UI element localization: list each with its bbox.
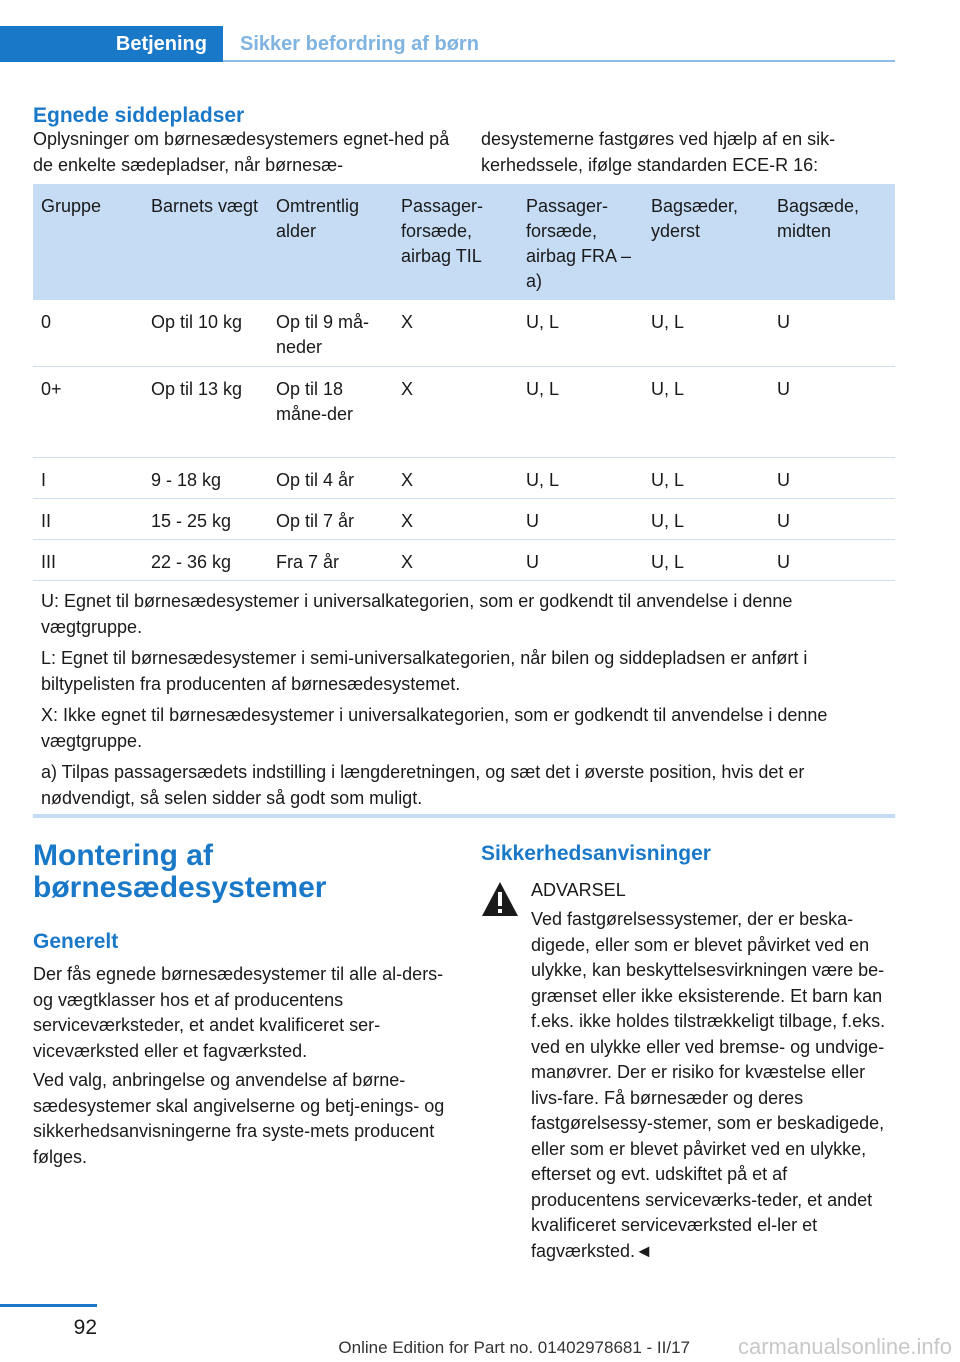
table-row — [33, 458, 895, 499]
column-header: Barnets vægt — [151, 196, 259, 216]
table-cell: U, L — [651, 511, 685, 531]
table-cell: U, L — [651, 470, 685, 490]
table-cell: I — [41, 470, 47, 490]
column-header: Bagsæder, yderst — [651, 196, 739, 241]
table-cell: X — [401, 511, 414, 531]
column-header: Omtrentlig alder — [276, 196, 360, 241]
table-cell: U — [777, 312, 790, 332]
column-header: Passager-forsæde, airbag FRA – a) — [526, 196, 632, 291]
table-cell: U — [777, 379, 790, 399]
table-cell: X — [401, 312, 414, 332]
table-cell: X — [401, 470, 414, 490]
table-cell: U, L — [526, 379, 560, 399]
table-cell: U — [526, 511, 539, 531]
paragraph: Ved valg, anbringelse og anvendelse af børne-sædesystemer skal angivelserne og betj-enings- og sikkerhedsanvisningerne fra syste-mets producent følges. — [33, 1070, 445, 1167]
section-tab: Betjening — [0, 26, 223, 62]
table-legend — [33, 581, 895, 811]
table-cell: 15 - 25 kg — [151, 511, 232, 531]
intro-text-left: Oplysninger om børnesædesystemers egnet-hed på de enkelte sædepladser, når børnesæ- — [33, 129, 450, 175]
table-row — [33, 367, 895, 458]
table-cell: Op til 7 år — [276, 511, 355, 531]
table-cell: III — [41, 552, 57, 572]
table-cell: 9 - 18 kg — [151, 470, 222, 490]
table-cell: U, L — [651, 552, 685, 572]
page-number: 92 — [73, 1316, 97, 1339]
legend-item: U: Egnet til børnesædesystemer i universalkategorien, som er godkendt til anvendelse i denne vægtgruppe. — [41, 591, 793, 637]
table-cell: U, L — [651, 312, 685, 332]
watermark: carmanualsonline.info — [737, 1334, 952, 1359]
table-cell: Op til 13 kg — [151, 379, 243, 399]
chapter-title: Sikker befordring af børn — [240, 32, 479, 55]
legend-item: a) Tilpas passagersædets indstilling i længderetningen, og sæt det i øverste position, hvis det er nødvendigt, så selen sidder så godt som muligt. — [41, 762, 805, 808]
paragraph: Der fås egnede børnesædesystemer til alle al-ders- og vægtklasser hos et af producentens serviceværksteder, et andet kvalificeret ser-viceværksted eller et fagværksted. — [33, 964, 444, 1061]
legend-item: L: Egnet til børnesædesystemer i semi-universalkategorien, når bilen og siddepladsen er anført i biltypelisten fra producenten af børnesædesystemet. — [41, 648, 808, 694]
table-cell: Op til 18 måne-der — [276, 379, 354, 424]
table-cell: 0 — [41, 312, 52, 332]
table-row — [33, 300, 895, 367]
column-header: Bagsæde, midten — [777, 196, 860, 241]
seat-suitability-table — [33, 184, 895, 811]
table-cell: Op til 4 år — [276, 470, 355, 490]
page-header — [0, 26, 895, 62]
table-cell: X — [401, 379, 414, 399]
table-cell: Op til 10 kg — [151, 312, 243, 332]
warning-body: Ved fastgørelsessystemer, der er beska-digede, eller som er blevet påvirket ved en ulykke, kan beskyttelsesvirkningen være be-grænset eller ikke eksisterende. Et barn kan f.eks. ikke holdes tilstrækkeligt tilbage, f.eks. ved en ulykke eller ved bremse- og undvige-manøvrer. Der er risiko for kvæstelse eller livs-fare. Få børnesæder og deres fastgørelsessy-stemer, som er beskadigede, eller som er blevet påvirket ved en ulykke, efterset og evt. udskiftet på et af producentens serviceværks-teder, et andet kvalificeret serviceværksted el-ler et fagværksted.◄ — [531, 909, 886, 1261]
intro-text-right: desystemerne fastgøres ved hjælp af en sik-kerhedssele, ifølge standarden ECE-R 16: — [481, 129, 836, 175]
header-rule — [223, 60, 895, 62]
warning-text — [481, 907, 896, 1264]
section-heading: Montering af børnesædesystemer — [33, 839, 327, 904]
edition-note: Online Edition for Part no. 01402978681 - II/17 — [338, 1338, 690, 1357]
table-cell: U — [777, 511, 790, 531]
column-header: Gruppe — [41, 196, 102, 216]
subsection-heading: Sikkerhedsanvisninger — [481, 842, 711, 865]
table-cell: Op til 9 må-neder — [276, 312, 370, 357]
table-row — [33, 499, 895, 540]
table-cell: II — [41, 511, 52, 531]
table-row — [33, 540, 895, 581]
table-header — [33, 184, 895, 300]
table-cell: U — [777, 552, 790, 572]
intro-heading: Egnede siddepladser — [33, 104, 245, 127]
legend-item: X: Ikke egnet til børnesædesystemer i universalkategorien, som er godkendt til anvendelse i denne vægtgruppe. — [41, 705, 828, 751]
table-cell: 22 - 36 kg — [151, 552, 232, 572]
table-cell: X — [401, 552, 414, 572]
table-cell: 0+ — [41, 379, 62, 399]
table-cell: U — [777, 470, 790, 490]
table-cell: Fra 7 år — [276, 552, 340, 572]
table-cell: U, L — [526, 470, 560, 490]
table-cell: U — [526, 552, 539, 572]
footer-rule — [0, 1304, 97, 1307]
table-cell: U, L — [651, 379, 685, 399]
table-bottom-rule — [33, 814, 895, 818]
column-header: Passager-forsæde, airbag TIL — [401, 196, 484, 266]
subsection-heading: Generelt — [33, 930, 119, 953]
warning-label: ADVARSEL — [531, 880, 626, 900]
table-cell: U, L — [526, 312, 560, 332]
